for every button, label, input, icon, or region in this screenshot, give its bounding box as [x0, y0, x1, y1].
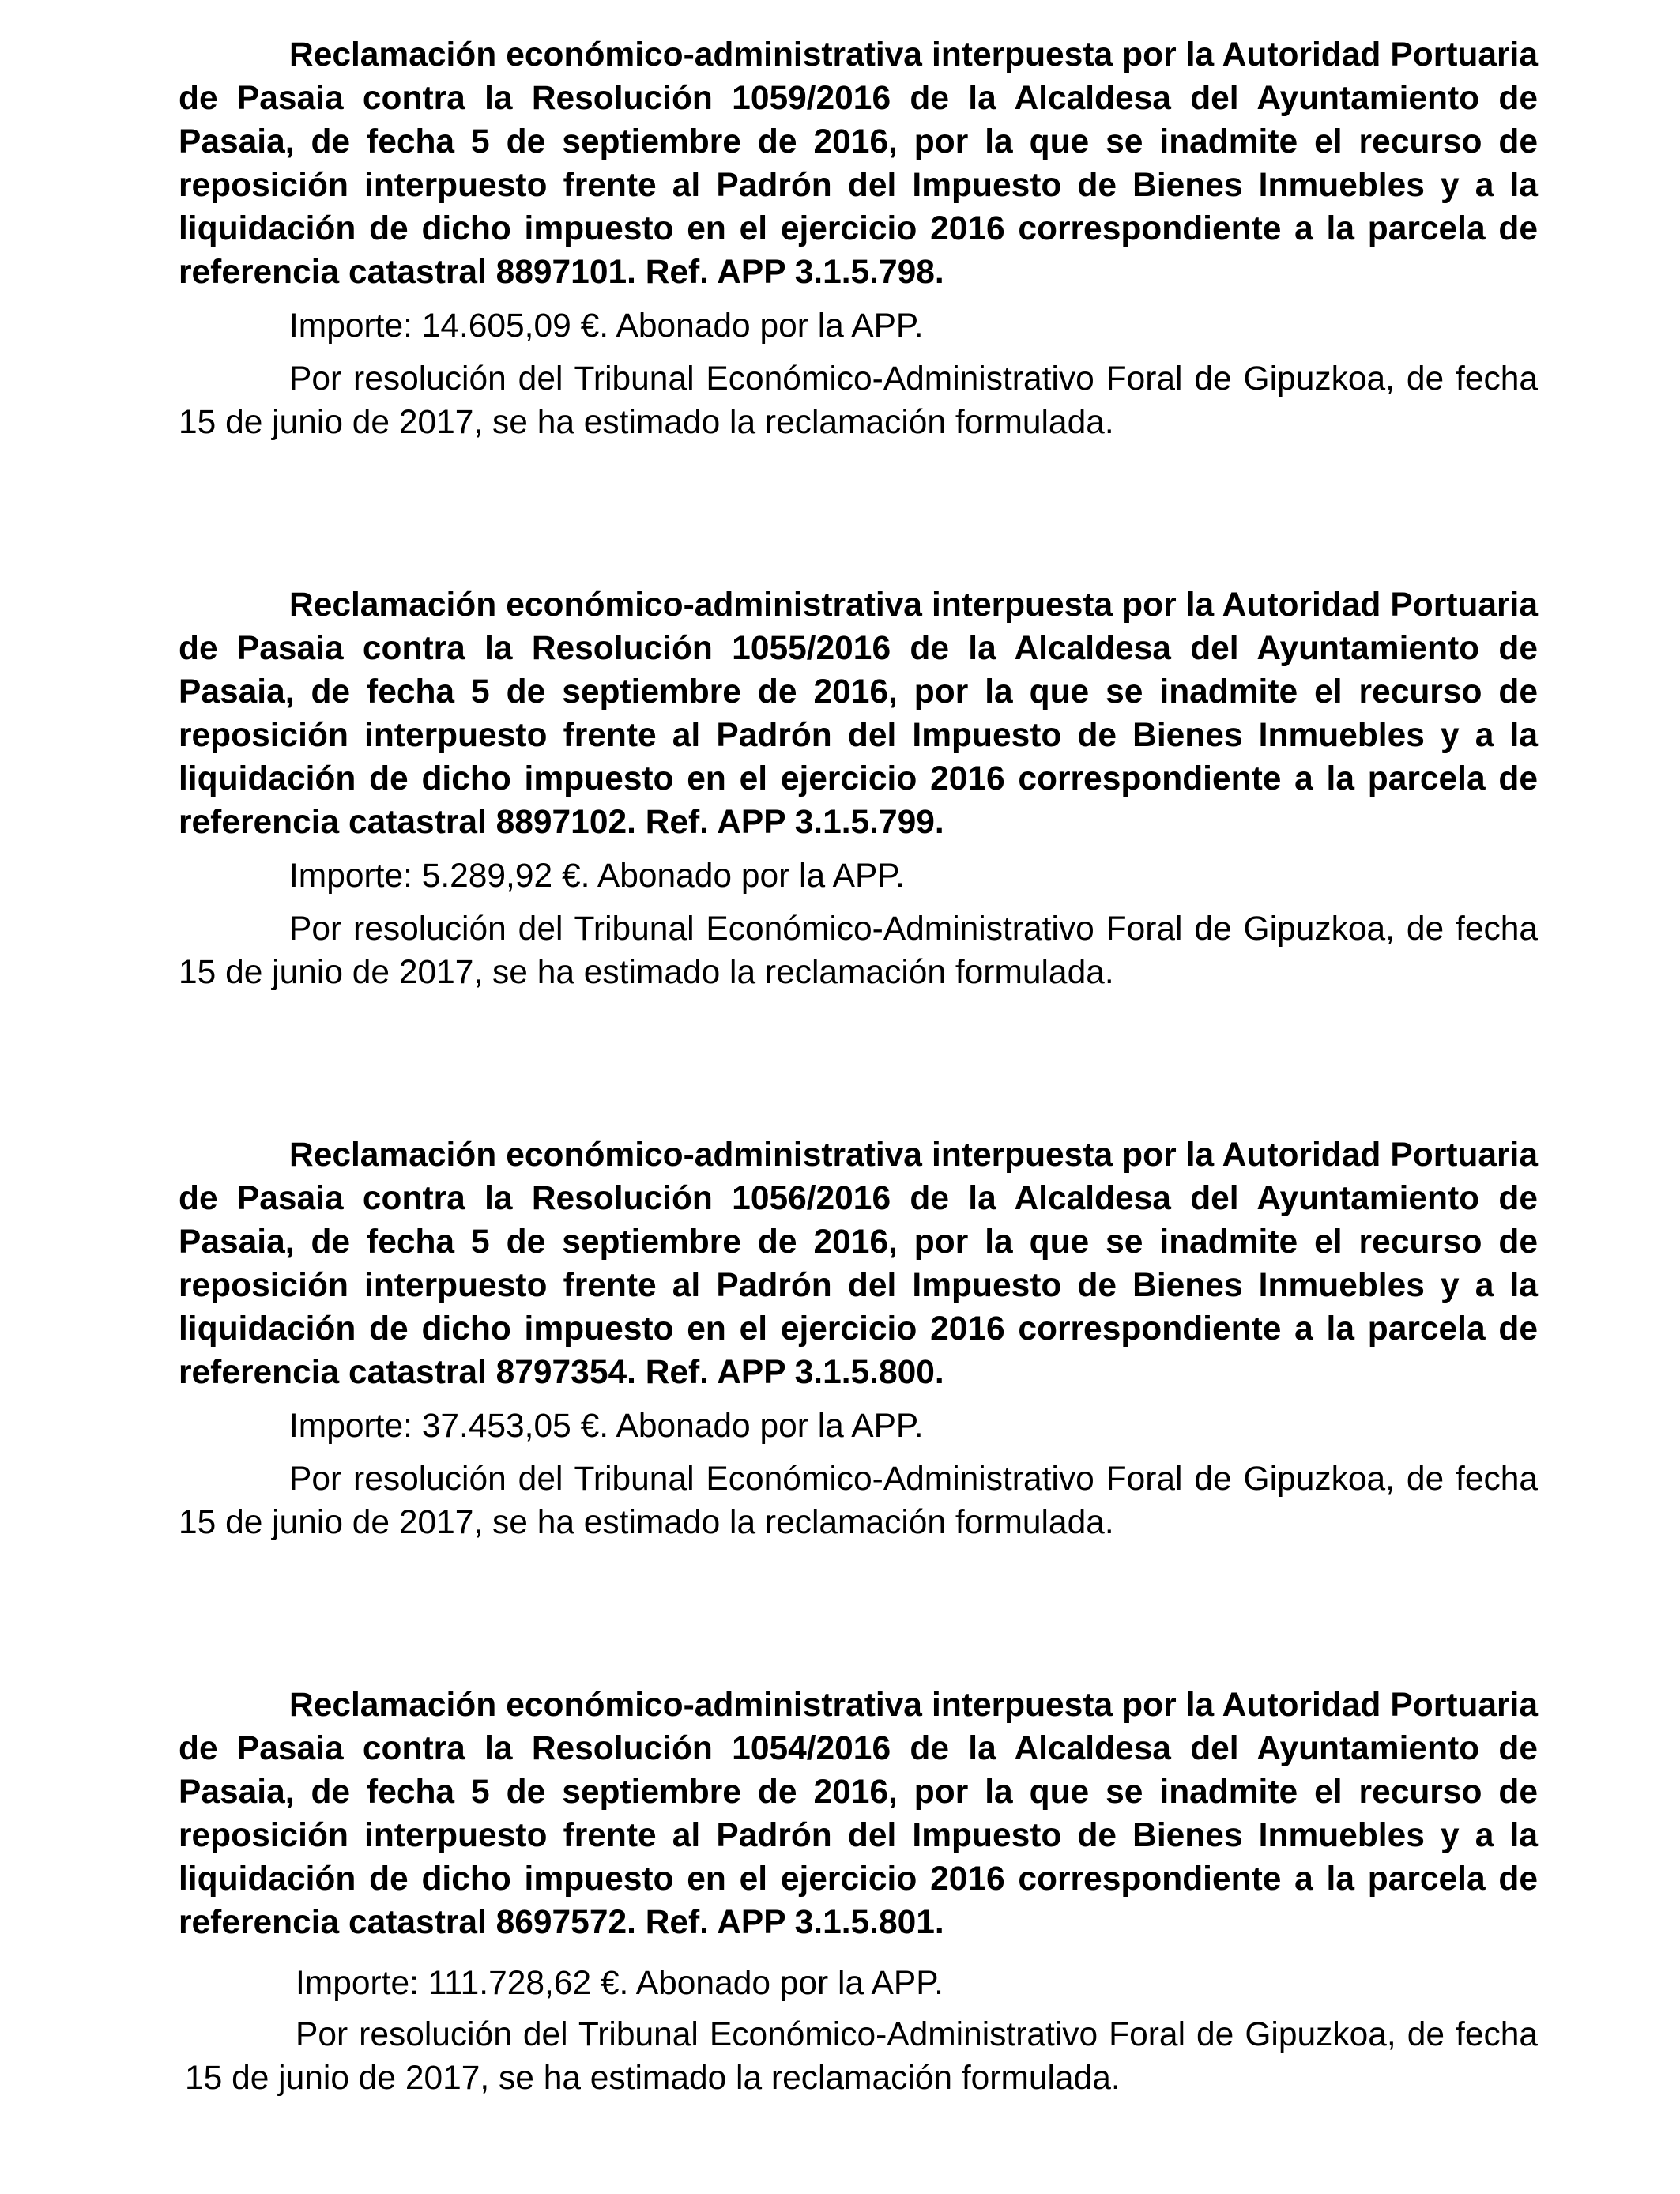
claim-heading: Reclamación económico-administrativa interpuesta por la Autoridad Portuaria de Pasaia contra la Resolución 1055/2016 de la Alcaldesa del Ayuntamiento de Pasaia, de fecha 5 de septiembre de 2016, por la que se inadmite el recurso de reposición interpuesto frente al Padrón del Impuesto de Bienes Inmuebles y a la liquidación de dicho impuesto en el ejercicio 2016 correspondiente a la parcela de referencia catastral 8897102. Ref. APP 3.1.5.799.	[179, 586, 1538, 841]
claim-amount: Importe: 37.453,05 €. Abonado por la APP.	[289, 1408, 924, 1445]
claim-entry	[179, 583, 1538, 994]
claim-amount: Importe: 14.605,09 €. Abonado por la APP.	[289, 307, 924, 345]
claim-resolution: Por resolución del Tribunal Económico-Administrativo Foral de Gipuzkoa, de fecha 15 de junio de 2017, se ha estimado la reclamación formulada.	[179, 910, 1538, 991]
claim-resolution: Por resolución del Tribunal Económico-Administrativo Foral de Gipuzkoa, de fecha 15 de junio de 2017, se ha estimado la reclamación formulada.	[185, 2016, 1538, 2097]
claim-resolution: Por resolución del Tribunal Económico-Administrativo Foral de Gipuzkoa, de fecha 15 de junio de 2017, se ha estimado la reclamación formulada.	[179, 360, 1538, 441]
claim-heading: Reclamación económico-administrativa interpuesta por la Autoridad Portuaria de Pasaia contra la Resolución 1056/2016 de la Alcaldesa del Ayuntamiento de Pasaia, de fecha 5 de septiembre de 2016, por la que se inadmite el recurso de reposición interpuesto frente al Padrón del Impuesto de Bienes Inmuebles y a la liquidación de dicho impuesto en el ejercicio 2016 correspondiente a la parcela de referencia catastral 8797354. Ref. APP 3.1.5.800.	[179, 1137, 1538, 1391]
claim-amount: Importe: 5.289,92 €. Abonado por la APP.	[289, 858, 905, 895]
claim-entry	[179, 33, 1538, 444]
claim-heading: Reclamación económico-administrativa interpuesta por la Autoridad Portuaria de Pasaia contra la Resolución 1059/2016 de la Alcaldesa del Ayuntamiento de Pasaia, de fecha 5 de septiembre de 2016, por la que se inadmite el recurso de reposición interpuesto frente al Padrón del Impuesto de Bienes Inmuebles y a la liquidación de dicho impuesto en el ejercicio 2016 correspondiente a la parcela de referencia catastral 8897101. Ref. APP 3.1.5.798.	[179, 36, 1538, 291]
claim-amount: Importe: 111.728,62 €. Abonado por la APP.	[296, 1965, 944, 2002]
claim-heading: Reclamación económico-administrativa interpuesta por la Autoridad Portuaria de Pasaia contra la Resolución 1054/2016 de la Alcaldesa del Ayuntamiento de Pasaia, de fecha 5 de septiembre de 2016, por la que se inadmite el recurso de reposición interpuesto frente al Padrón del Impuesto de Bienes Inmuebles y a la liquidación de dicho impuesto en el ejercicio 2016 correspondiente a la parcela de referencia catastral 8697572. Ref. APP 3.1.5.801.	[179, 1687, 1538, 1941]
claim-entry	[179, 1133, 1538, 1544]
claim-resolution: Por resolución del Tribunal Económico-Administrativo Foral de Gipuzkoa, de fecha 15 de junio de 2017, se ha estimado la reclamación formulada.	[179, 1461, 1538, 1541]
claim-entry	[179, 1683, 1538, 2100]
